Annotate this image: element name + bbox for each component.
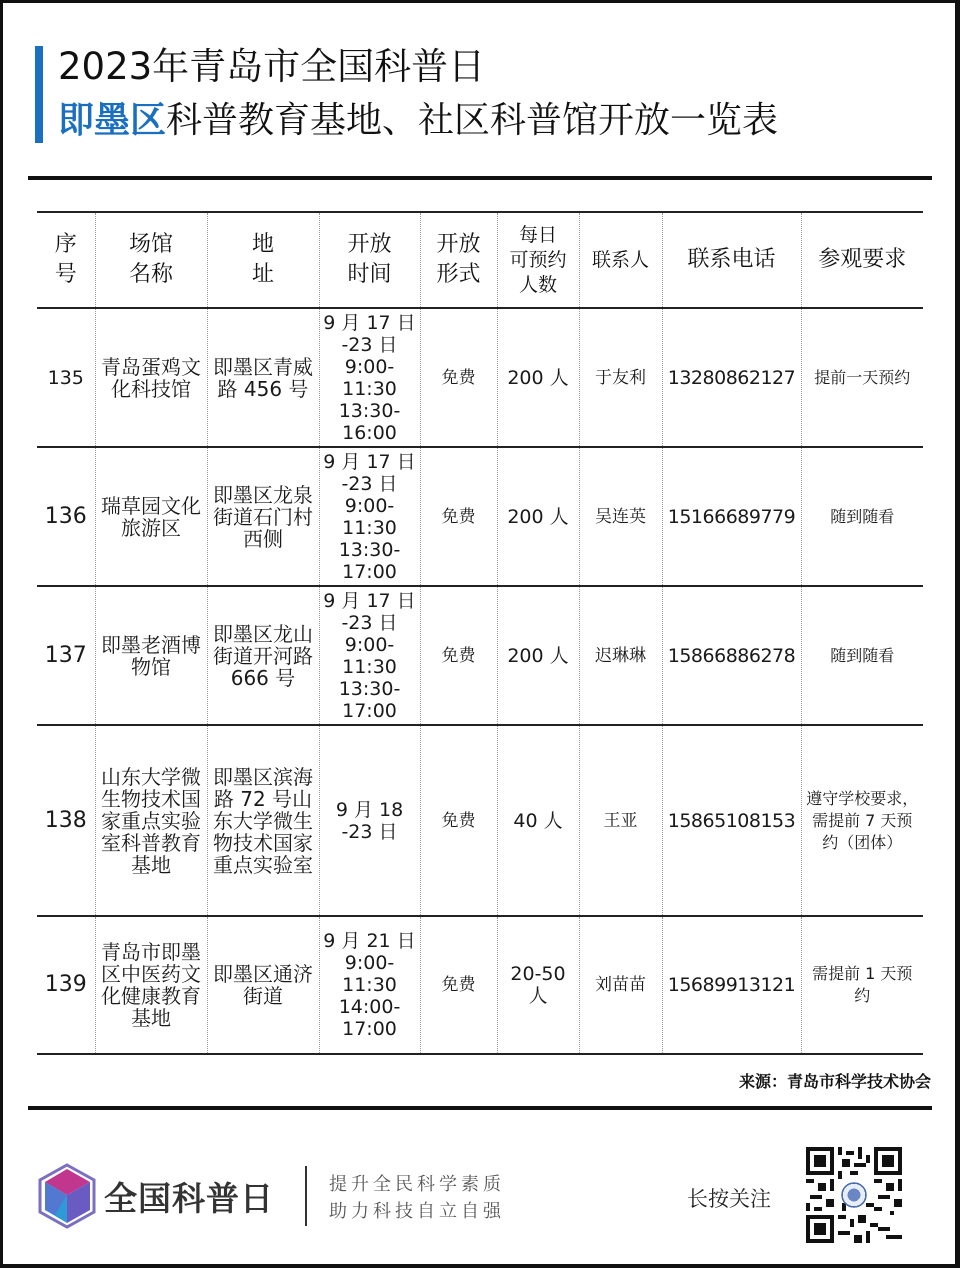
col-header-phone: 联系电话 [662, 212, 801, 308]
cell-capacity: 40 人 [497, 725, 579, 916]
cell-id: 135 [37, 308, 95, 447]
cell-time: 9 月 17 日 -23 日 9:00-11:30 13:30-17:00 [319, 447, 420, 586]
poster-page [3, 3, 955, 1264]
cell-address: 即墨区滨海路 72 号山东大学微生物技术国家重点实验室 [207, 725, 319, 916]
top-divider [28, 176, 932, 180]
cell-requirement: 随到随看 [801, 586, 923, 725]
footer-separator [305, 1166, 307, 1226]
cell-address: 即墨区龙山街道开河路 666 号 [207, 586, 319, 725]
slogan [329, 1171, 505, 1225]
col-header-address: 地 址 [207, 212, 319, 308]
cell-address: 即墨区通济街道 [207, 916, 319, 1054]
cell-time: 9 月 17 日 -23 日 9:00-11:30 13:30-17:00 [319, 586, 420, 725]
cell-name: 即墨老酒博物馆 [95, 586, 207, 725]
cell-phone: 15166689779 [662, 447, 801, 586]
cell-requirement: 随到随看 [801, 447, 923, 586]
cell-form: 免费 [420, 725, 497, 916]
cell-form: 免费 [420, 586, 497, 725]
cell-time: 9 月 18 -23 日 [319, 725, 420, 916]
cell-id: 137 [37, 586, 95, 725]
cell-requirement: 遵守学校要求，需提前 7 天预约（团体） [801, 725, 923, 916]
col-header-form: 开放 形式 [420, 212, 497, 308]
col-header-capacity: 每日 可预约 人数 [497, 212, 579, 308]
cell-requirement: 提前一天预约 [801, 308, 923, 447]
qr-code-icon[interactable] [806, 1147, 902, 1243]
cell-name: 山东大学微生物技术国家重点实验室科普教育基地 [95, 725, 207, 916]
slogan-line2: 助力科技自立自强 [329, 1201, 505, 1222]
table-row [37, 586, 923, 725]
col-header-requirement: 参观要求 [801, 212, 923, 308]
slogan-line1: 提升全民科学素质 [329, 1174, 505, 1195]
cell-phone: 15865108153 [662, 725, 801, 916]
cell-capacity: 200 人 [497, 586, 579, 725]
cell-capacity: 200 人 [497, 447, 579, 586]
table-row [37, 725, 923, 916]
table-row [37, 916, 923, 1054]
col-header-time: 开放 时间 [319, 212, 420, 308]
page-subtitle [58, 97, 778, 145]
cell-id: 136 [37, 447, 95, 586]
cell-capacity: 20-50 人 [497, 916, 579, 1054]
cell-id: 138 [37, 725, 95, 916]
table-row [37, 308, 923, 447]
cell-name: 青岛蛋鸡文化科技馆 [95, 308, 207, 447]
cell-name: 青岛市即墨区中医药文化健康教育基地 [95, 916, 207, 1054]
subtitle-text: 科普教育基地、社区科普馆开放一览表 [166, 100, 779, 141]
cell-phone: 15689913121 [662, 916, 801, 1054]
cell-name: 瑞草园文化旅游区 [95, 447, 207, 586]
follow-label: 长按关注 [687, 1187, 771, 1211]
cell-capacity: 200 人 [497, 308, 579, 447]
cell-address: 即墨区龙泉街道石门村西侧 [207, 447, 319, 586]
cell-contact: 王亚 [579, 725, 662, 916]
cell-id: 139 [37, 916, 95, 1054]
cell-form: 免费 [420, 308, 497, 447]
col-header-id: 序 号 [37, 212, 95, 308]
title-accent-bar [35, 46, 43, 143]
cell-time: 9 月 17 日 -23 日 9:00-11:30 13:30-16:00 [319, 308, 420, 447]
cell-contact: 于友利 [579, 308, 662, 447]
cell-phone: 15866886278 [662, 586, 801, 725]
col-header-contact: 联系人 [579, 212, 662, 308]
cell-form: 免费 [420, 447, 497, 586]
source-note: 来源：青岛市科学技术协会 [738, 1072, 931, 1091]
cell-contact: 吴连英 [579, 447, 662, 586]
table-header-row [37, 212, 923, 308]
cell-time: 9 月 21 日 9:00-11:30 14:00-17:00 [319, 916, 420, 1054]
table-row [37, 447, 923, 586]
cell-phone: 13280862127 [662, 308, 801, 447]
cell-requirement: 需提前 1 天预约 [801, 916, 923, 1054]
page-title: 2023年青岛市全国科普日 [58, 45, 486, 88]
col-header-name: 场馆 名称 [95, 212, 207, 308]
cell-form: 免费 [420, 916, 497, 1054]
bottom-divider [28, 1106, 932, 1110]
cell-address: 即墨区青威路 456 号 [207, 308, 319, 447]
brand-name: 全国科普日 [104, 1179, 274, 1218]
venue-table [37, 211, 923, 1055]
cell-contact: 迟琳琳 [579, 586, 662, 725]
hexagon-cube-logo-icon [37, 1163, 97, 1229]
cell-contact: 刘苗苗 [579, 916, 662, 1054]
district-highlight: 即墨区 [58, 100, 167, 141]
